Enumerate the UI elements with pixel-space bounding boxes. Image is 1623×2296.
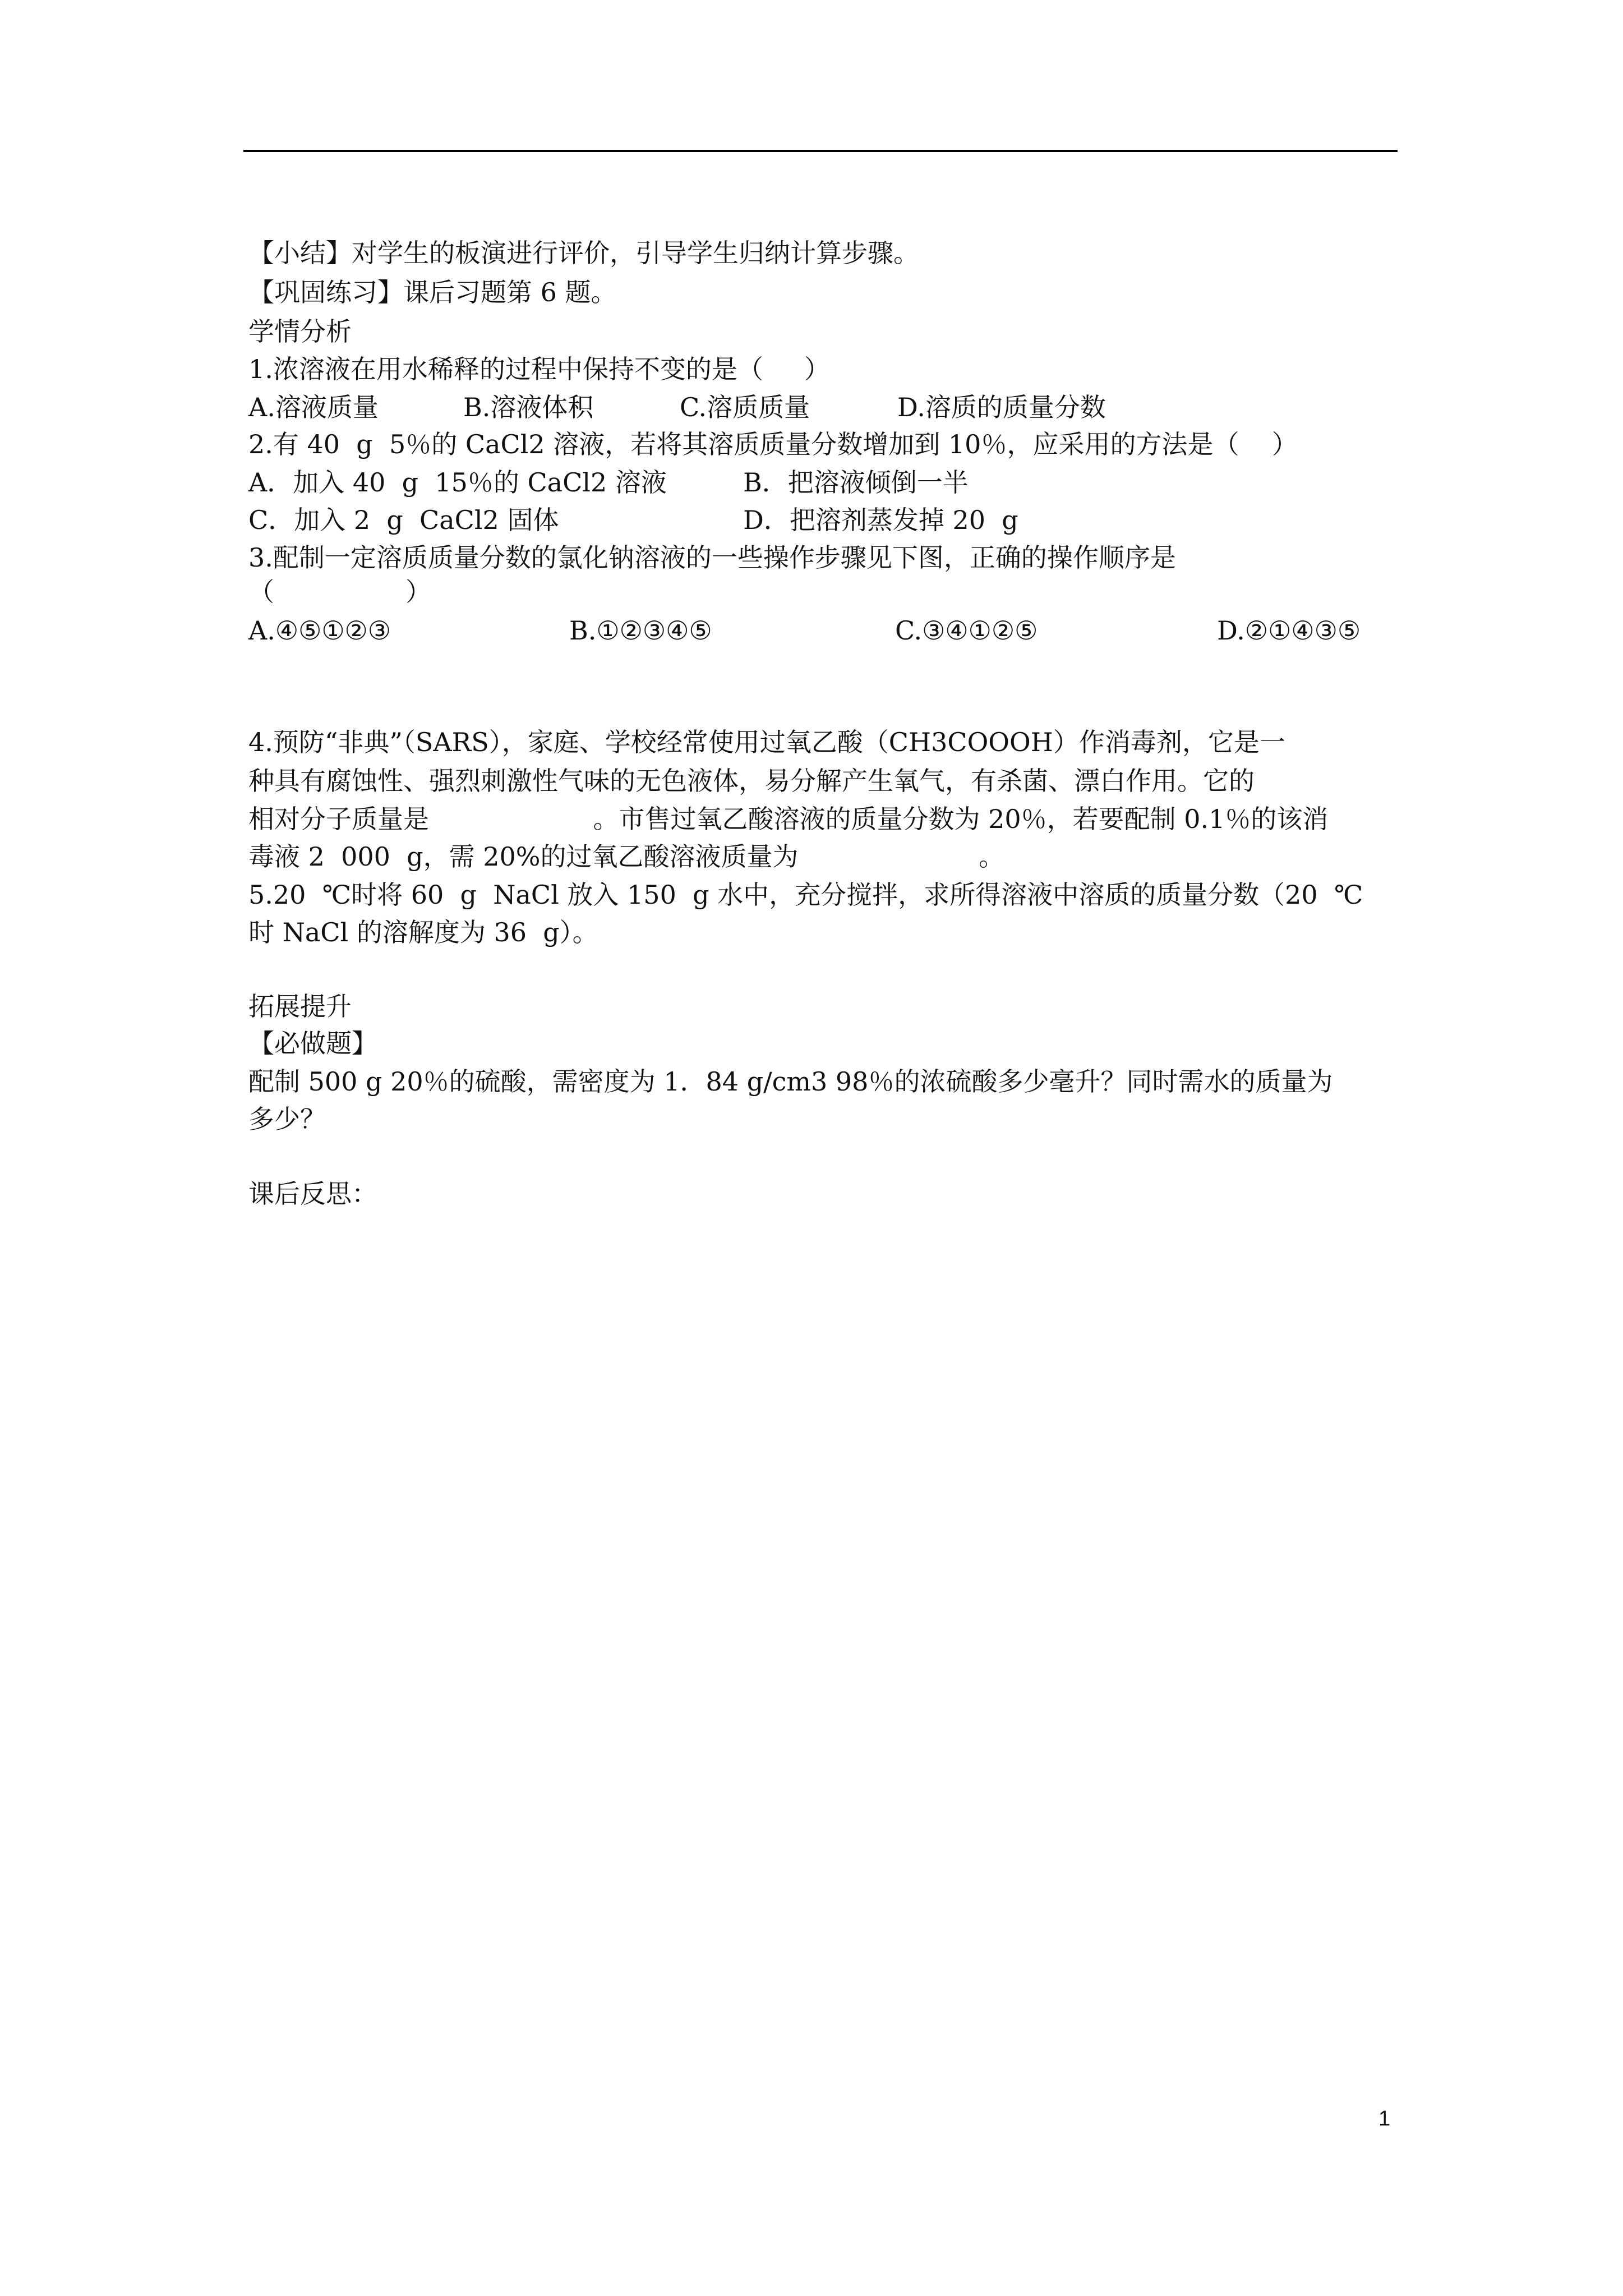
practice-line: 【巩固练习】课后习题第 6 题。 (248, 277, 617, 307)
question-3-stem: 3.配制一定溶质质量分数的氯化钠溶液的一些操作步骤见下图，正确的操作顺序是 (248, 542, 1176, 573)
question-2-option-a: A．加入 40 g 15％的 CaCl2 溶液 (248, 467, 667, 498)
question-3-blank: （ ） (248, 577, 431, 607)
question-3-option-a: A.④⑤①②③ (248, 615, 391, 646)
question-2-option-c: C．加入 2 g CaCl2 固体 (248, 505, 559, 535)
analysis-title: 学情分析 (248, 316, 352, 347)
page-number: 1 (1378, 2107, 1391, 2131)
question-1-option-d: D.溶质的质量分数 (897, 392, 1106, 422)
question-1-option-b: B.溶液体积 (463, 392, 594, 422)
question-2-option-b: B．把溶液倾倒一半 (743, 467, 969, 498)
question-3-option-c: C.③④①②⑤ (895, 615, 1038, 646)
required-question-line-1: 配制 500 g 20％的硫酸，需密度为 1．84 g/cm3 98％的浓硫酸多少毫升？同时需水的质量为 (248, 1066, 1333, 1097)
reflection-label: 课后反思： (248, 1179, 377, 1209)
header-rule (243, 150, 1398, 152)
question-3-option-b: B.①②③④⑤ (569, 615, 712, 646)
extension-title: 拓展提升 (248, 991, 352, 1022)
question-4-line-3: 相对分子质量是 。市售过氧乙酸溶液的质量分数为 20％，若要配制 0.1％的该消 (248, 804, 1329, 834)
question-5-line-2: 时 NaCl 的溶解度为 36 g）。 (248, 917, 598, 947)
question-3-option-d: D.②①④③⑤ (1217, 615, 1361, 646)
question-4-line-2: 种具有腐蚀性、强烈刺激性气味的无色液体，易分解产生氧气，有杀菌、漂白作用。它的 (248, 766, 1255, 796)
question-2-option-d: D．把溶剂蒸发掉 20 g (743, 505, 1018, 535)
question-4-line-1: 4.预防“非典”（SARS），家庭、学校经常使用过氧乙酸（CH3COOOH）作消毒剂，它是一 (248, 727, 1285, 757)
question-5-line-1: 5.20 ℃时将 60 g NaCl 放入 150 g 水中，充分搅拌，求所得溶液中溶质的质量分数（20 ℃ (248, 880, 1363, 910)
question-4-line-4: 毒液 2 000 g，需 20%的过氧乙酸溶液质量为 。 (248, 841, 1005, 872)
required-title: 【必做题】 (248, 1028, 377, 1059)
required-question-line-2: 多少？ (248, 1104, 326, 1134)
question-1-option-a: A.溶液质量 (248, 392, 379, 422)
question-2-stem: 2.有 40 g 5％的 CaCl2 溶液，若将其溶质质量分数增加到 10％，应采用的方法是（ ） (248, 429, 1298, 459)
summary-line: 【小结】对学生的板演进行评价，引导学生归纳计算步骤。 (248, 238, 919, 268)
question-1-option-c: C.溶质质量 (680, 392, 810, 422)
question-1-stem: 1.浓溶液在用水稀释的过程中保持不变的是（ ） (248, 354, 830, 384)
